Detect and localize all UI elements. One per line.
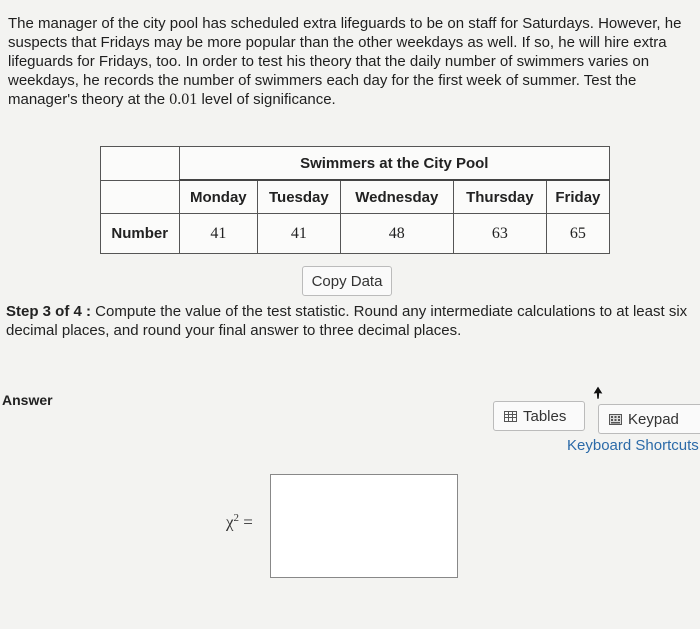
table-caption: Swimmers at the City Pool [179,147,609,181]
value-thursday: 63 [453,214,546,254]
keypad-button[interactable] [598,404,700,434]
mouse-cursor-icon [592,385,604,401]
step-text: Compute the value of the test statistic. Round any intermediate calculations to at least six decimal places, and round your final answer to three decimal places. [6,303,688,339]
tables-button[interactable] [493,401,585,431]
value-tuesday: 41 [258,214,341,254]
value-friday: 65 [546,214,609,254]
problem-statement [8,14,692,109]
chi-symbol: χ [226,512,234,532]
day-header-friday: Friday [546,180,609,214]
swimmers-table [100,146,610,254]
value-monday: 41 [179,214,258,254]
tables-button-label: Tables [523,407,567,425]
table-corner [101,147,180,181]
table-grid-icon [504,411,517,422]
day-header-monday: Monday [179,180,258,214]
chi-square-label [226,512,253,533]
keypad-grid-icon [609,414,622,425]
chi-exponent: 2 [233,512,240,524]
keyboard-shortcuts-link[interactable]: Keyboard Shortcuts [567,437,699,454]
equals-sign: = [239,512,253,532]
row-label-number: Number [101,214,180,254]
answer-label: Answer [2,392,53,408]
day-header-thursday: Thursday [453,180,546,214]
step-label: Step 3 of 4 : [6,303,92,320]
significance-level: 0.01 [169,91,198,108]
copy-data-button[interactable]: Copy Data [302,266,392,296]
day-header-tuesday: Tuesday [258,180,341,214]
problem-text: The manager of the city pool has scheduled extra lifeguards to be on staff for Saturdays. However, he suspects that Fridays may be more popular than the other weekdays as well. If so, he will hire extra lifeguards for Fridays, too. In order to test his theory that the daily number of swimmers varies on weekdays, he records the number of swimmers each day for the first week of summer. Test the manager's theory at the [8,15,682,108]
value-wednesday: 48 [340,214,453,254]
answer-input[interactable] [270,474,458,578]
problem-text-end: level of significance. [197,91,336,108]
step-instruction [6,302,694,340]
table-corner-2 [101,180,180,214]
keypad-button-label: Keypad [628,410,679,428]
day-header-wednesday: Wednesday [340,180,453,214]
